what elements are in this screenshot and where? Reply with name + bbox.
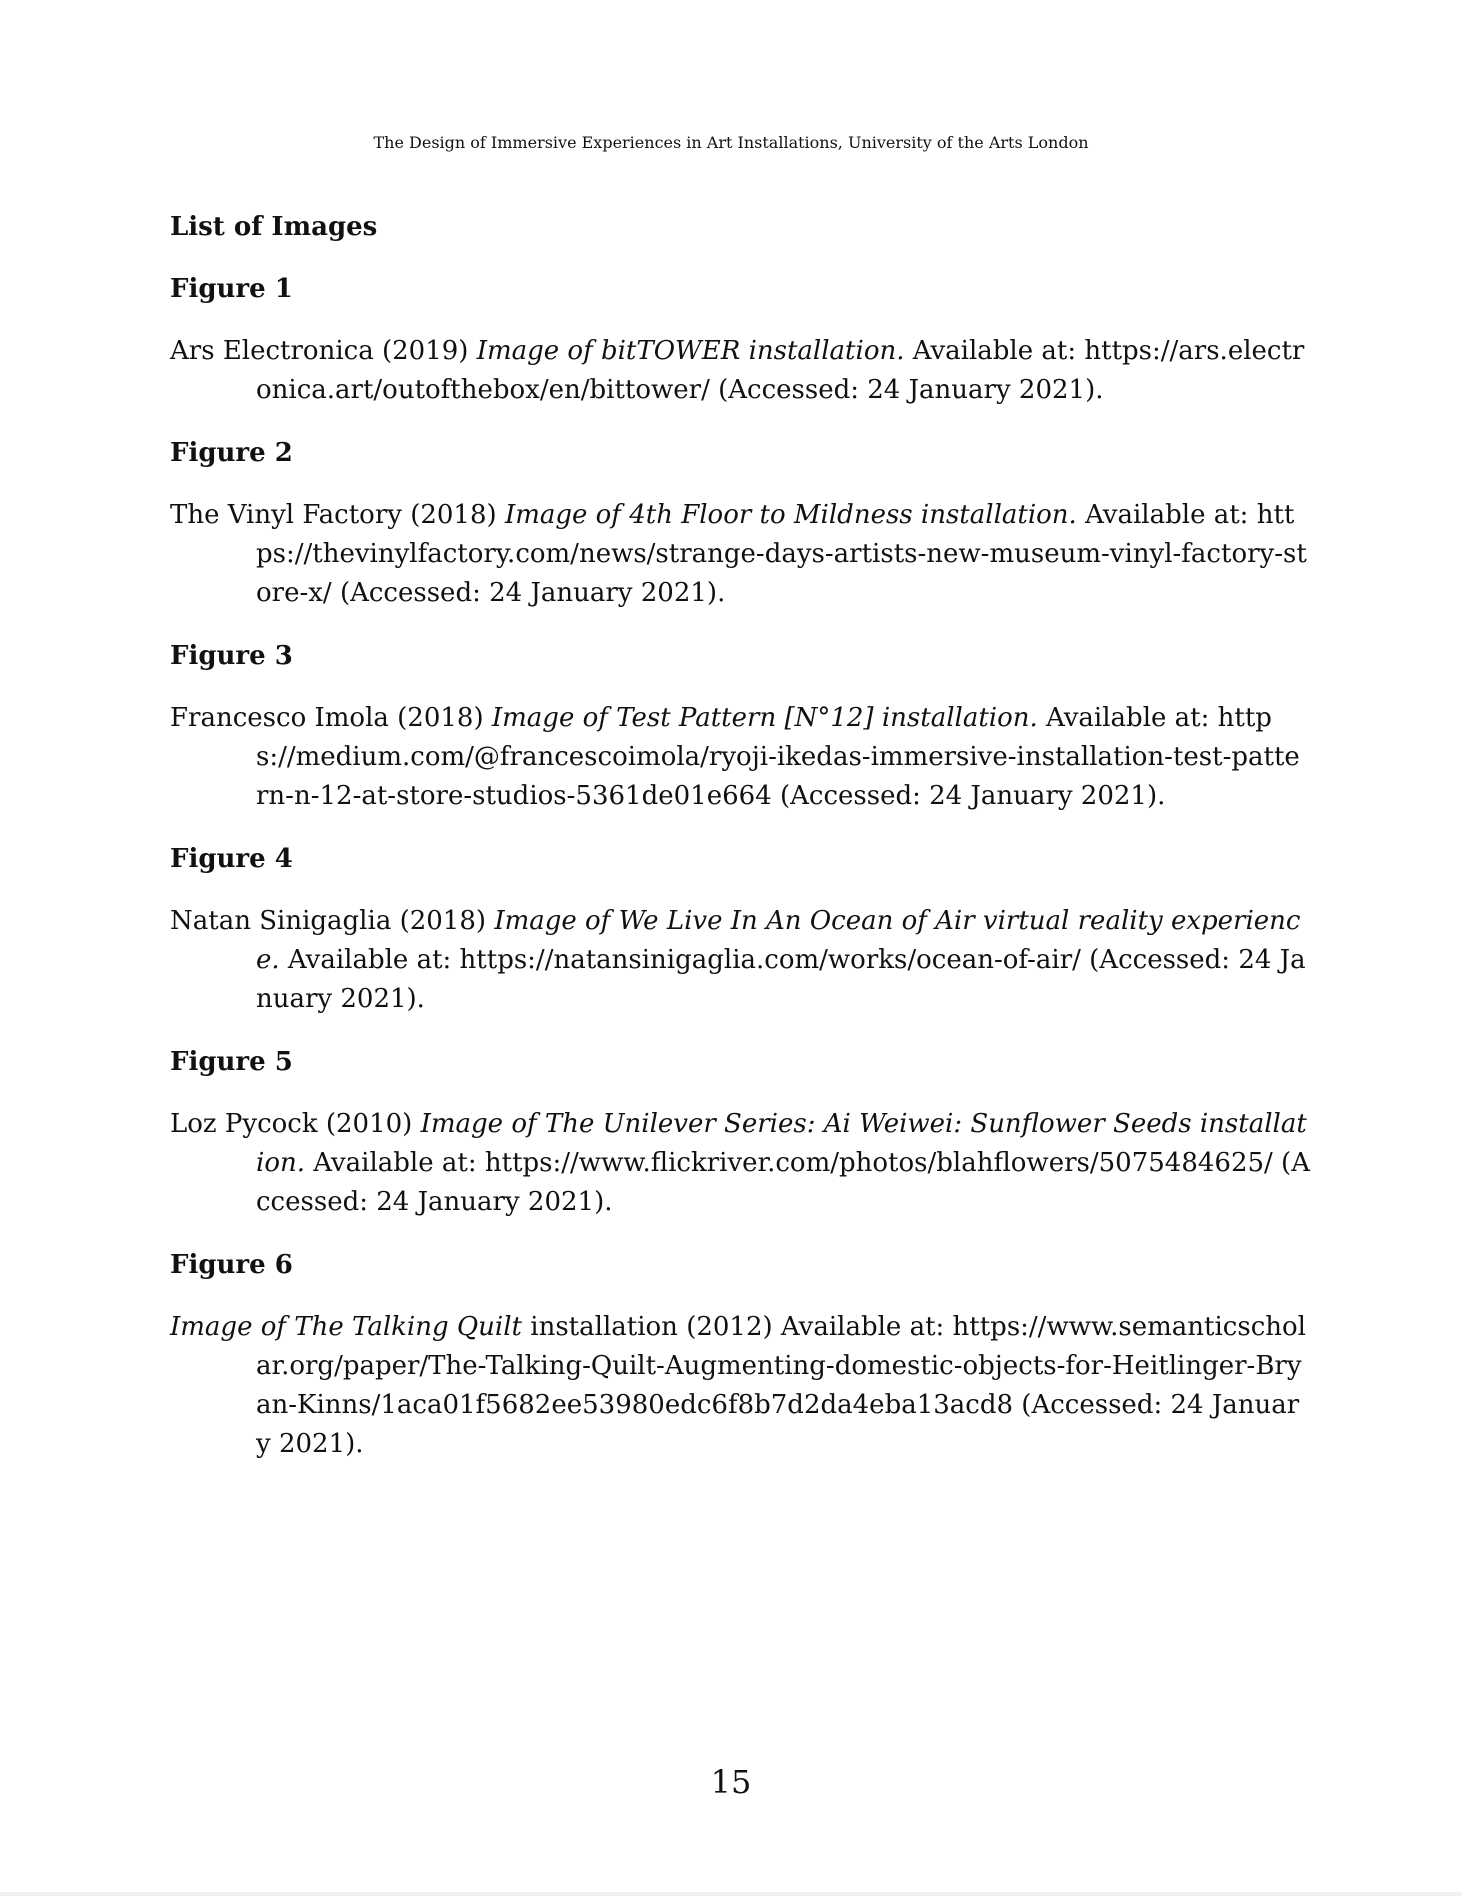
reference-title: Image of bitTOWER installation.	[476, 336, 905, 366]
reference-author: Ars Electronica (2019)	[170, 336, 477, 366]
reference-source: installation (2012) Available at: https://www.semanticscholar.org/paper/The-Talking-Quilt-Augmenting-domestic-objects-for-Heitlinger-Bryan-Kinns/1aca01f5682ee53980edc6f8b7d2da4eba13acd8 (Accessed: 24 January 2021).	[256, 1312, 1306, 1459]
figure-heading: Figure 3	[170, 641, 293, 671]
figure-heading: Figure 2	[170, 438, 293, 468]
list-of-images	[170, 210, 1310, 1490]
figure-reference	[170, 1105, 1310, 1222]
reference-author: Francesco Imola (2018)	[170, 703, 492, 733]
reference-source: Available at: https://ars.electronica.art/outofthebox/en/bittower/ (Accessed: 24 January 2021).	[256, 336, 1305, 405]
page-number: 15	[710, 1763, 752, 1801]
reference-title: Image of Test Pattern [N°12] installation.	[491, 703, 1038, 733]
page-bottom-edge	[0, 1892, 1462, 1896]
reference-author: Natan Sinigaglia (2018)	[170, 906, 495, 936]
figure-reference	[170, 332, 1310, 410]
figure-reference	[170, 496, 1310, 613]
figure-heading: Figure 5	[170, 1047, 293, 1077]
figure-reference	[170, 902, 1310, 1019]
reference-title: Image of 4th Floor to Mildness installation.	[504, 500, 1077, 530]
reference-author: The Vinyl Factory (2018)	[170, 500, 505, 530]
reference-source: Available at: https://medium.com/@francescoimola/ryoji-ikedas-immersive-installation-test-pattern-n-12-at-store-studios-5361de01e664 (Accessed: 24 January 2021).	[256, 703, 1300, 811]
reference-title: Image of We Live In An Ocean of Air virtual reality experience.	[256, 906, 1301, 975]
reference-title: Image of The Talking Quilt	[170, 1312, 523, 1342]
reference-title: Image of The Unilever Series: Ai Weiwei: Sunflower Seeds installation.	[256, 1109, 1307, 1178]
reference-source: Available at: https://natansinigaglia.com/works/ocean-of-air/ (Accessed: 24 January 2021).	[256, 945, 1306, 1014]
reference-source: Available at: https://thevinylfactory.com/news/strange-days-artists-new-museum-vinyl-factory-store-x/ (Accessed: 24 January 2021).	[256, 500, 1307, 608]
figure-heading: Figure 1	[170, 274, 293, 304]
reference-source: Available at: https://www.flickriver.com/photos/blahflowers/5075484625/ (Accessed: 24 January 2021).	[256, 1148, 1310, 1217]
running-header: The Design of Immersive Experiences in Art Installations, University of the Arts London	[373, 133, 1089, 152]
figure-heading: Figure 4	[170, 844, 293, 874]
reference-author: Loz Pycock (2010)	[170, 1109, 421, 1139]
list-title: List of Images	[170, 212, 378, 242]
figure-reference	[170, 1308, 1310, 1464]
figure-reference	[170, 699, 1310, 816]
figure-heading: Figure 6	[170, 1250, 293, 1280]
